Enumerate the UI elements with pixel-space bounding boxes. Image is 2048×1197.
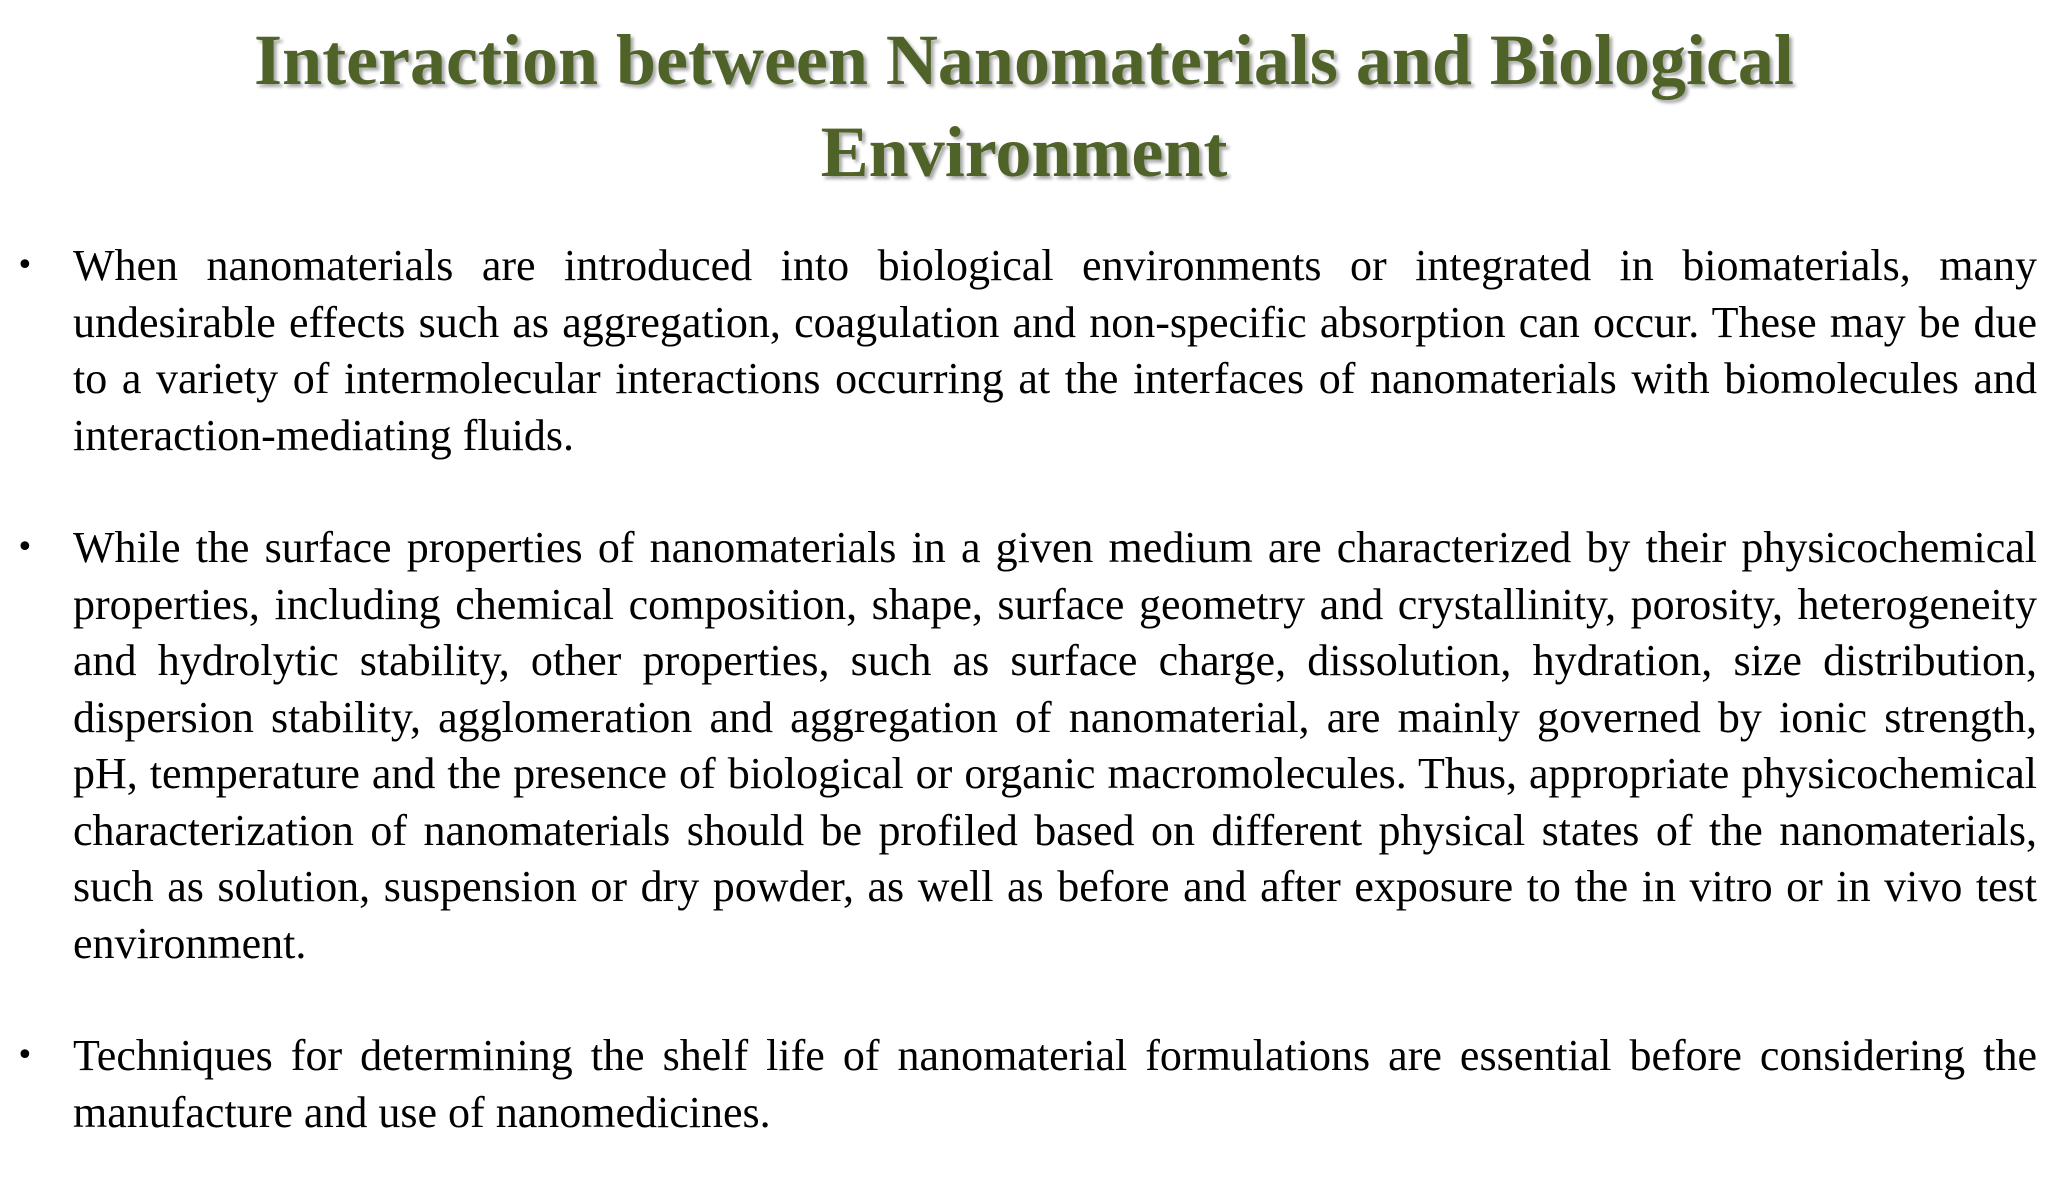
bullet-icon: • — [16, 248, 34, 283]
bullet-item-surface-properties — [0, 520, 2048, 972]
bullet-icon: • — [16, 1038, 34, 1073]
slide-title: Interaction between Nanomaterials and Biological Environment — [254, 20, 1794, 192]
bullet-text: When nanomaterials are introduced into biological environments or integrated in biomaterials, many undesirable effects such as aggregation, coagulation and non-specific absorption can occur. These may be due to a variety of intermolecular interactions occurring at the interfaces of nanomaterials with biomolecules and interaction-mediating fluids. — [73, 241, 2037, 460]
bullet-icon: • — [16, 530, 34, 565]
bullet-text: While the surface properties of nanomaterials in a given medium are characterized by their physicochemical properties, including chemical composition, shape, surface geometry and crystallinity, porosity, heterogeneity and hydrolytic stability, other properties, such as surface charge, dissolution, hydration, size distribution, dispersion stability, agglomeration and aggregation of nanomaterial, are mainly governed by ionic strength, pH, temperature and the presence of biological or organic macromolecules. Thus, appropriate physicochemical characterization of nanomaterials should be profiled based on different physical states of the nanomaterials, such as solution, suspension or dry powder, as well as before and after exposure to the in vitro or in vivo test environment. — [73, 523, 2037, 968]
bullet-text: Techniques for determining the shelf life of nanomaterial formulations are essential before considering the manufacture and use of nanomedicines. — [73, 1031, 2037, 1137]
bullet-item-aggregation-effects — [0, 238, 2048, 464]
bullet-item-shelf-life — [0, 1028, 2048, 1141]
bullet-list — [0, 238, 2048, 1197]
